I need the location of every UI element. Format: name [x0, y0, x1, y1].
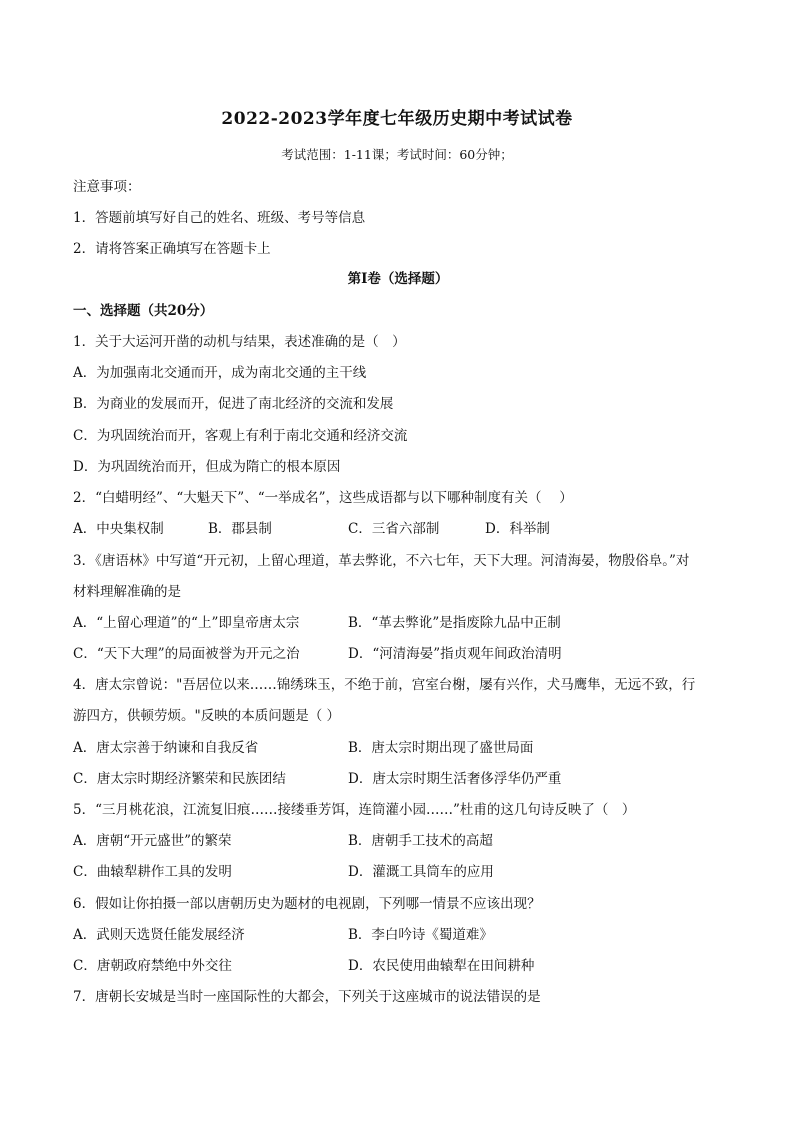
option-a: A．唐朝“开元盛世”的繁荣 — [73, 833, 232, 849]
note-item: 2．请将答案正确填写在答题卡上 — [73, 241, 271, 257]
option-b: B．唐太宗时期出现了盛世局面 — [348, 740, 534, 756]
note-item: 1．答题前填写好自己的姓名、班级、考号等信息 — [73, 210, 366, 226]
option-c: C．为巩固统治而开，客观上有利于南北交通和经济交流 — [73, 428, 408, 444]
notes-heading: 注意事项： — [73, 179, 141, 195]
question-stem: 6．假如让你拍摄一部以唐朝历史为题材的电视剧，下列哪一情景不应该出现？ — [73, 896, 541, 912]
option-a: A．武则天选贤任能发展经济 — [73, 927, 245, 943]
option-b: B．唐朝手工技术的高超 — [348, 833, 493, 849]
option-a: A．唐太宗善于纳谏和自我反省 — [73, 740, 259, 756]
option-d: D．灌溉工具筒车的应用 — [348, 864, 494, 880]
option-a: A．为加强南北交通而开，成为南北交通的主干线 — [73, 365, 367, 381]
question-stem: 4．唐太宗曾说："吾居位以来……锦绣珠玉，不绝于前，宫室台榭，屡有兴作，犬马鹰隼，无远不致，行 — [73, 677, 696, 693]
option-b: B．“革去弊讹”是指废除九品中正制 — [348, 615, 561, 631]
question-stem-cont: 材料理解准确的是 — [73, 584, 181, 600]
option-d: D．为巩固统治而开，但成为隋亡的根本原因 — [73, 459, 341, 475]
option-c: C．“天下大理”的局面被誉为开元之治 — [73, 646, 300, 662]
question-stem: 2．“白蜡明经”、“大魁天下”、“一举成名”，这些成语都与以下哪种制度有关（ ） — [73, 490, 573, 506]
option-d: D．科举制 — [485, 521, 550, 537]
exam-subtitle: 考试范围：1-11课；考试时间：60分钟； — [281, 147, 513, 162]
option-c: C．唐太宗时期经济繁荣和民族团结 — [73, 771, 286, 787]
volume-title: 第I卷（选择题） — [347, 271, 449, 287]
question-stem: 7．唐朝长安城是当时一座国际性的大都会，下列关于这座城市的说法错误的是 — [73, 989, 541, 1005]
option-c: C．曲辕犁耕作工具的发明 — [73, 864, 232, 880]
question-stem-cont: 游四方，供顿劳烦。"反映的本质问题是（ ） — [73, 708, 341, 724]
option-b: B．为商业的发展而开，促进了南北经济的交流和发展 — [73, 396, 394, 412]
question-stem: 1．关于大运河开凿的动机与结果，表述准确的是（ ） — [73, 334, 406, 350]
option-a: A．“上留心理道”的“上”即皇帝唐太宗 — [73, 615, 300, 631]
option-b: B．郡县制 — [208, 521, 272, 537]
option-d: D．农民使用曲辕犁在田间耕种 — [348, 958, 535, 974]
option-c: C．三省六部制 — [348, 521, 440, 537]
part-title: 一、选择题（共20分） — [73, 303, 214, 319]
option-c: C．唐朝政府禁绝中外交往 — [73, 958, 232, 974]
option-b: B．李白吟诗《蜀道难》 — [348, 927, 493, 943]
option-d: D．唐太宗时期生活奢侈浮华仍严重 — [348, 771, 562, 787]
option-a: A．中央集权制 — [73, 521, 164, 537]
question-stem: 3．《唐语林》中写道“开元初，上留心理道，革去弊讹，不六七年，天下大理。河清海晏，物殷俗阜。”对 — [73, 553, 690, 569]
exam-title: 2022-2023学年度七年级历史期中考试试卷 — [221, 109, 573, 129]
option-d: D．“河清海晏”指贞观年间政治清明 — [348, 646, 562, 662]
question-stem: 5．“三月桃花浪，江流复旧痕……接缕垂芳饵，连筒灌小园……”杜甫的这几句诗反映了（ ） — [73, 802, 636, 818]
